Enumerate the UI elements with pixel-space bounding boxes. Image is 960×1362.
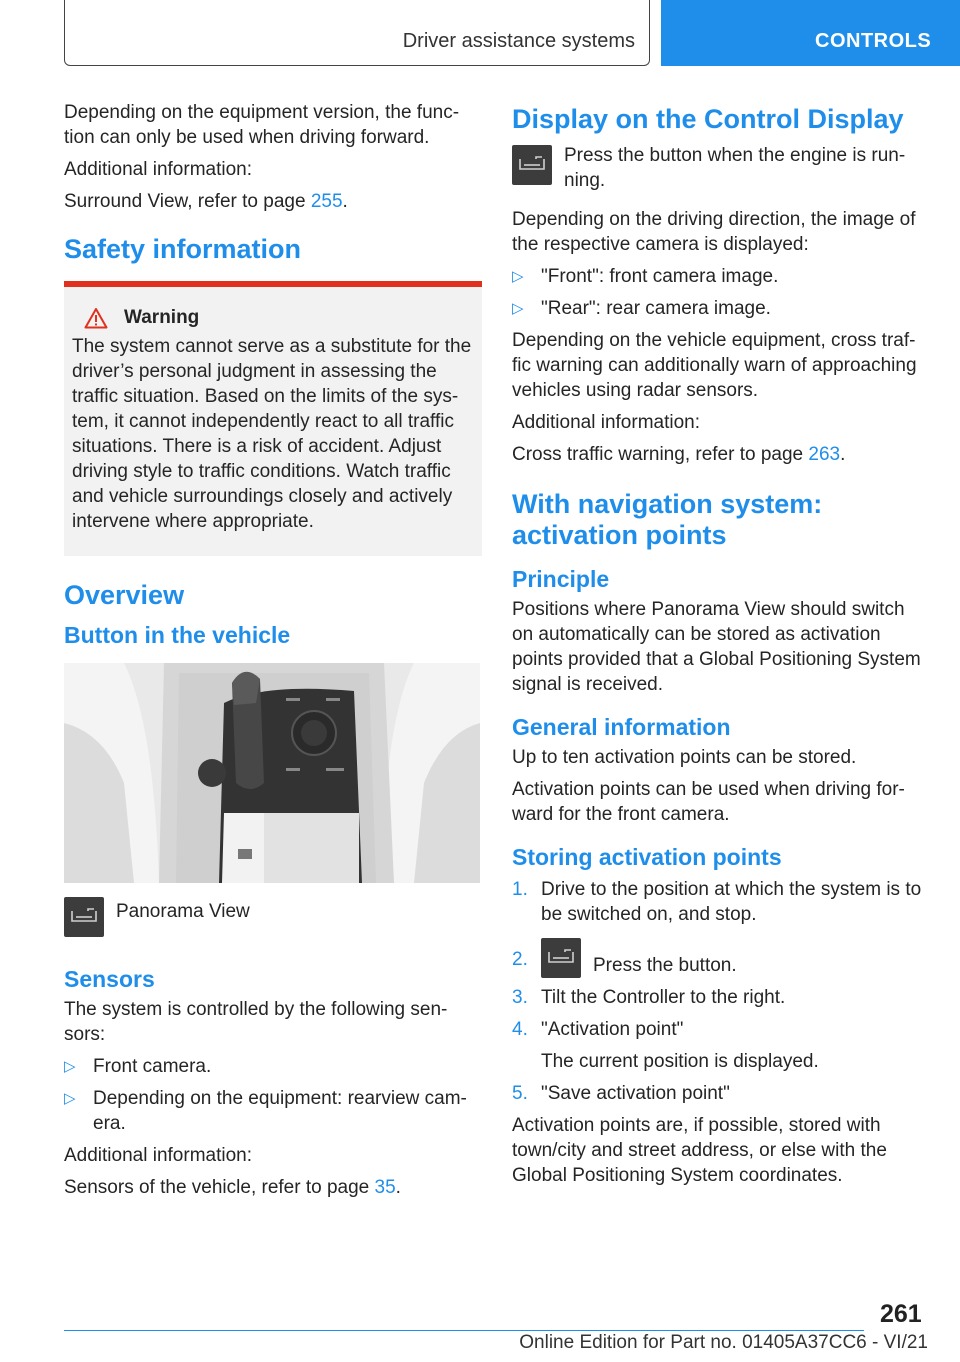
list-item: [64, 1054, 482, 1079]
step-text: "Activation point": [541, 1019, 684, 1040]
direction-text: Depending on the driving direction, the image of the respective camera is displayed:: [512, 209, 916, 255]
triangle-bullet-icon: ▷: [512, 300, 524, 317]
right-column: [512, 100, 930, 1195]
header-chapter-title: CONTROLS: [815, 30, 932, 52]
panorama-camera-icon: [512, 145, 552, 185]
step-item: [512, 1081, 930, 1106]
page-link-255[interactable]: 255: [310, 191, 343, 212]
sensors-text: The system is controlled by the following sen‐sors:: [64, 999, 448, 1045]
direction-list: [512, 264, 930, 321]
panorama-view-label: Panorama View: [116, 901, 250, 922]
sensors-list: [64, 1054, 482, 1136]
overview-heading: Overview: [64, 580, 185, 610]
cross-additional: Additional information:: [512, 412, 700, 433]
footer-edition: Online Edition for Part no. 01405A37CC6 - VI/21: [519, 1332, 928, 1353]
step-text: "Save activation point": [541, 1083, 730, 1104]
step-item: [512, 1017, 930, 1074]
center-console-illustration: [64, 663, 480, 883]
sensors-reference: [64, 1175, 482, 1200]
ref-text: Cross traffic warning, refer to page: [512, 444, 809, 465]
step-text: Drive to the position at which the system is to be switched on, and stop.: [541, 879, 922, 925]
closing-text: Activation points are, if possible, stored with town/city and street address, or else with the Global Positioning System coordinates.: [512, 1115, 887, 1186]
display-button-row: [512, 145, 930, 193]
display-button-text: Press the button when the engine is run‐ning.: [564, 145, 906, 191]
list-item-text: Depending on the equipment: rearview cam‐era.: [93, 1088, 467, 1134]
footer-divider: [64, 1330, 864, 1331]
sensors-additional: Additional information:: [64, 1145, 252, 1166]
triangle-bullet-icon: ▷: [512, 268, 524, 285]
step-item: [512, 985, 930, 1010]
page-link-35[interactable]: 35: [374, 1177, 396, 1198]
safety-heading: Safety information: [64, 234, 302, 264]
warning-text: The system cannot serve as a substitute for the driver’s personal judgment in assessing the traffic situation. Based on the limits of the sys‐tem, it cannot independently react to all traffic situations. There is a risk of accident. Adjust driving style to traffic conditions. Watch traffic and vehicle surroundings closely and actively intervene where appropriate.: [72, 336, 472, 532]
page-number: 261: [880, 1300, 922, 1328]
sensors-heading: Sensors: [64, 966, 155, 992]
principle-heading: Principle: [512, 566, 610, 592]
principle-text: Positions where Panorama View should switch on automatically can be stored as activation points provided that a Global Positioning System signal is received.: [512, 599, 921, 695]
header-chapter-tab: [661, 0, 960, 66]
left-column: [64, 100, 482, 1207]
ref-end: .: [840, 444, 846, 465]
ref-end: .: [342, 191, 348, 212]
triangle-bullet-icon: ▷: [64, 1058, 76, 1075]
general-text-1: Up to ten activation points can be stored.: [512, 747, 857, 768]
warning-triangle-icon: [84, 307, 108, 329]
step-text: Tilt the Controller to the right.: [541, 987, 786, 1008]
list-item-text: "Front": front camera image.: [541, 266, 779, 287]
step-text: Press the button.: [593, 955, 737, 976]
panorama-camera-icon: [541, 938, 581, 978]
display-heading: Display on the Control Display: [512, 104, 904, 134]
panorama-view-button[interactable]: [541, 938, 581, 978]
list-item: [512, 264, 930, 289]
warning-box: [64, 287, 482, 556]
list-item: [512, 296, 930, 321]
warning-header: [72, 305, 476, 330]
panorama-view-button-row: [64, 897, 482, 937]
step-number: 4.: [512, 1019, 528, 1040]
step-number: 5.: [512, 1083, 528, 1104]
step-item: [512, 877, 930, 927]
panorama-view-button[interactable]: [64, 897, 104, 937]
cross-traffic-text: Depending on the vehicle equipment, cross traf‐fic warning can additionally warn of approaching vehicles using radar sensors.: [512, 330, 917, 401]
ref-end: .: [395, 1177, 401, 1198]
list-item-text: Front camera.: [93, 1056, 212, 1077]
general-heading: General information: [512, 714, 731, 740]
warning-title: Warning: [124, 307, 200, 328]
storing-steps: [512, 877, 930, 1106]
step-number: 1.: [512, 879, 528, 900]
navigation-heading: With navigation system: activation points: [512, 489, 823, 550]
step-item: [512, 937, 930, 978]
vehicle-button-photo: [64, 663, 480, 883]
ref-text: Sensors of the vehicle, refer to page: [64, 1177, 375, 1198]
ref-text: Surround View, refer to page: [64, 191, 311, 212]
step-number: 3.: [512, 987, 528, 1008]
cross-reference: [512, 442, 930, 467]
list-item: [64, 1086, 482, 1136]
step-subtext: The current position is displayed.: [541, 1051, 819, 1072]
header-section-title: Driver assistance systems: [402, 30, 635, 52]
intro-additional: Additional information:: [64, 159, 252, 180]
panorama-camera-icon: [64, 897, 104, 937]
intro-reference: [64, 189, 482, 214]
header-section-tab: [64, 0, 650, 66]
general-text-2: Activation points can be used when driving for‐ward for the front camera.: [512, 779, 905, 825]
step-number: 2.: [512, 949, 528, 970]
button-heading: Button in the vehicle: [64, 622, 291, 648]
storing-heading: Storing activation points: [512, 844, 782, 870]
triangle-bullet-icon: ▷: [64, 1090, 76, 1107]
intro-paragraph: Depending on the equipment version, the func‐tion can only be used when driving forward.: [64, 102, 460, 148]
list-item-text: "Rear": rear camera image.: [541, 298, 771, 319]
page-link-263[interactable]: 263: [808, 444, 841, 465]
panorama-view-button[interactable]: [512, 145, 552, 185]
